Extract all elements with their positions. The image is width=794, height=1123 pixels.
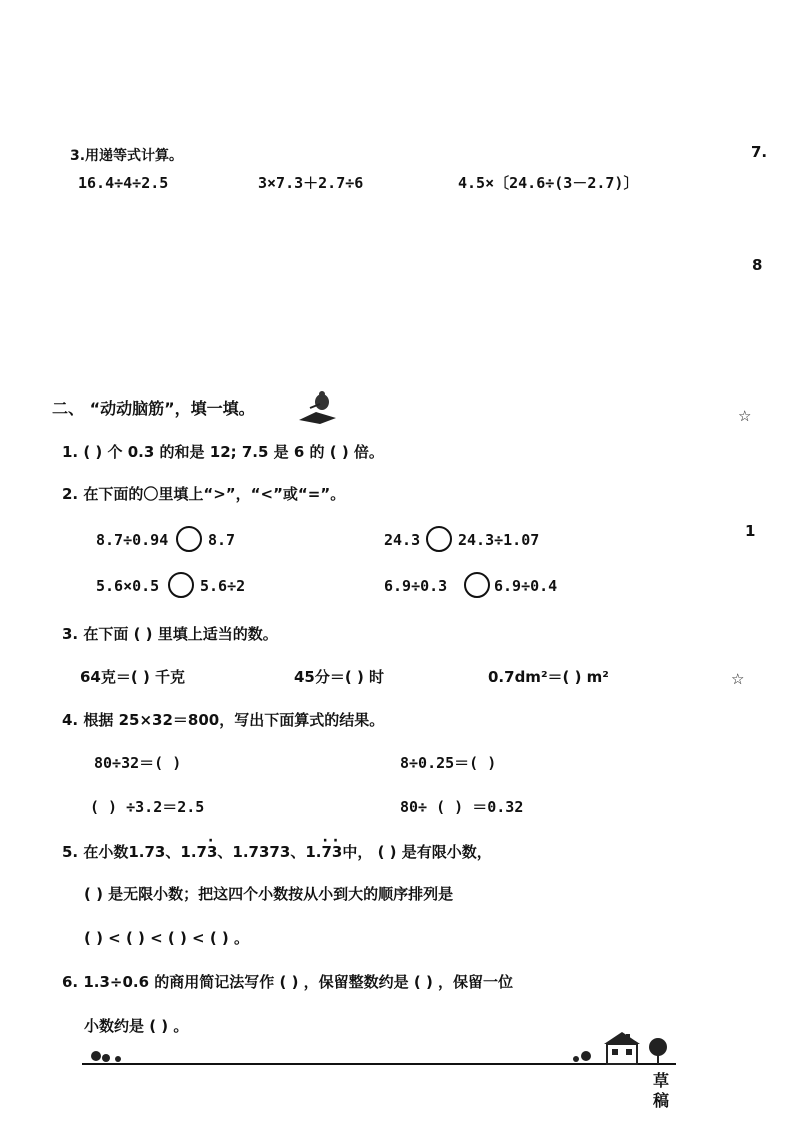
- question-3: 3. 在下面 ( ) 里填上适当的数。: [62, 625, 278, 643]
- question-5-line-3: ( ) < ( ) < ( ) < ( ) 。: [84, 929, 249, 947]
- compare-c-right: 5.6÷2: [200, 577, 246, 595]
- decimal-3: 1.7373: [232, 843, 291, 861]
- q5-suffix: 中， ( ) 是有限小数，: [342, 843, 492, 861]
- q5-prefix: 5. 在小数: [62, 843, 129, 861]
- q4-blank-a[interactable]: 80÷32＝( ): [94, 754, 182, 772]
- compare-c-left: 5.6×0.5: [96, 577, 160, 595]
- section-2-title: 二、 “动动脑筋”，填一填。: [52, 399, 255, 418]
- decimal-4-part: 1.: [305, 843, 322, 861]
- compare-d-right: 6.9÷0.4: [494, 577, 558, 595]
- calc-expression-3: 4.5×〔24.6÷(3－2.7)〕: [458, 174, 639, 192]
- compare-c-circle[interactable]: [168, 572, 194, 598]
- margin-text-3: 1: [745, 522, 756, 540]
- question-6-line-1: 6. 1.3÷0.6 的商用简记法写作 ( ) ，保留整数约是 ( ) ，保留一位: [62, 973, 514, 991]
- question-2: 2. 在下面的〇里填上“>”，“<”或“=”。: [62, 485, 346, 503]
- decimal-2-repeat-digit: 3 ·: [207, 843, 217, 861]
- compare-a-circle[interactable]: [176, 526, 202, 552]
- compare-d-left: 6.9÷0.3: [384, 577, 448, 595]
- q4-blank-b[interactable]: 8÷0.25＝( ): [400, 754, 497, 772]
- compare-a-right: 8.7: [208, 531, 236, 549]
- decimal-4-repeat-start: 7 ·: [321, 843, 331, 861]
- compare-b-right: 24.3÷1.07: [458, 531, 540, 549]
- compare-b-circle[interactable]: [426, 526, 452, 552]
- compare-a-left: 8.7÷0.94: [96, 531, 169, 549]
- footer-scenery: [80, 1028, 680, 1078]
- question-4: 4. 根据 25×32＝800，写出下面算式的结果。: [62, 711, 385, 729]
- q3-blank-b[interactable]: 45分＝( ) 时: [294, 668, 385, 686]
- margin-text-2: 8: [752, 256, 763, 274]
- compare-d-circle[interactable]: [464, 572, 490, 598]
- margin-text-1: 7.: [751, 143, 768, 161]
- decimal-2-part: 1.7: [180, 843, 207, 861]
- question-5-line-2: ( ) 是无限小数；把这四个小数按从小到大的顺序排列是: [84, 885, 454, 903]
- q3-blank-c[interactable]: 0.7dm²＝( ) m²: [488, 668, 609, 686]
- question-1: 1. ( ) 个 0.3 的和是 12; 7.5 是 6 的 ( ) 倍。: [62, 443, 384, 461]
- calc-expression-1: 16.4÷4÷2.5: [78, 174, 169, 192]
- q4-blank-c[interactable]: ( ) ÷3.2＝2.5: [90, 798, 205, 816]
- question-5-line-1: 5. 在小数1.73、1.73 ·、1.7373、1.7 ·3 ·中， ( ) 是有限小数，: [62, 842, 492, 862]
- q3-calc-title: 3.用递等式计算。: [70, 148, 184, 164]
- q3-blank-a[interactable]: 64克＝( ) 千克: [80, 668, 186, 686]
- question-6-line-2: 小数约是 ( ) 。: [84, 1017, 189, 1035]
- decimal-1: 1.73: [128, 843, 166, 861]
- book-icon: [296, 390, 340, 424]
- decimal-4-repeat-end: 3 ·: [332, 843, 342, 861]
- margin-star-2: ☆: [731, 670, 745, 688]
- draft-label-1: 草: [653, 1071, 670, 1090]
- q4-blank-d[interactable]: 80÷ ( ) ＝0.32: [400, 798, 524, 816]
- margin-star-1: ☆: [738, 407, 752, 425]
- calc-expression-2: 3×7.3＋2.7÷6: [258, 174, 364, 192]
- compare-b-left: 24.3: [384, 531, 421, 549]
- draft-label-2: 稿: [653, 1091, 670, 1110]
